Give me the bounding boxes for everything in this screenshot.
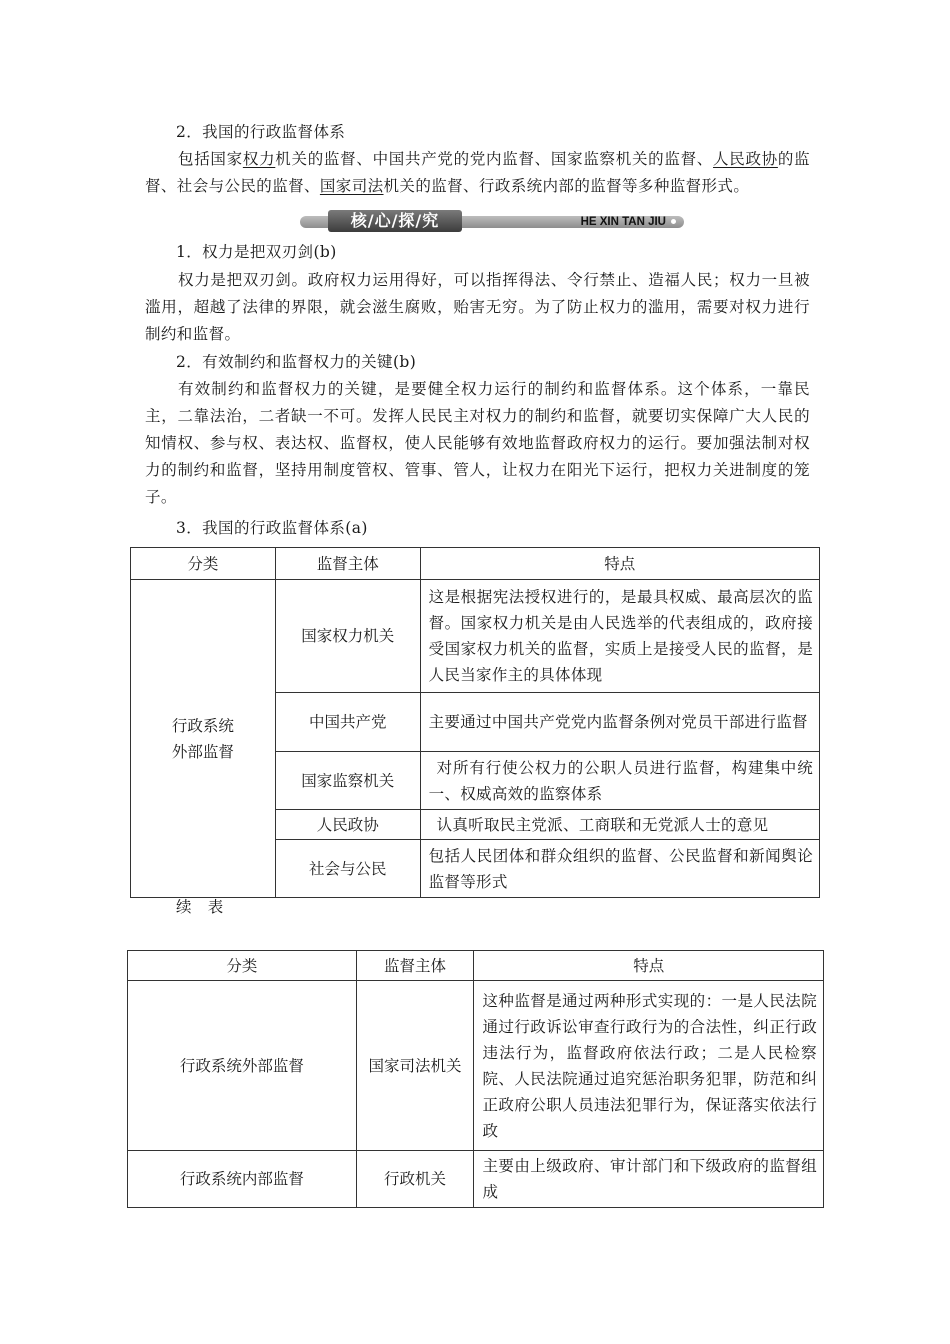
section-heading-supervision-system: 2．我国的行政监督体系 [176, 123, 346, 141]
category-cell: 行政系统外部监督 [128, 981, 357, 1151]
banner-pinyin: HE XIN TAN JIU [580, 216, 666, 228]
supervision-system-paragraph [145, 146, 810, 200]
underlined-term-cppcc: 人民政协 [713, 150, 778, 168]
column-header-category: 分类 [128, 951, 357, 981]
item2-heading: 2．有效制约和监督权力的关键(b) [176, 353, 417, 371]
core-inquiry-banner [300, 210, 684, 232]
subject-cell: 国家司法机关 [356, 981, 474, 1151]
feature-cell: 对所有行使公权力的公职人员进行监督，构建集中统一、权威高效的监察体系 [420, 752, 819, 810]
column-header-feature: 特点 [474, 951, 824, 981]
supervision-table [130, 547, 820, 898]
item1-body: 权力是把双刃剑。政府权力运用得好，可以指挥得法、令行禁止、造福人民；权力一旦被滥用，超越了法律的界限，就会滋生腐败，贻害无穷。为了防止权力的滥用，需要对权力进行制约和监督。 [145, 271, 810, 343]
table-header-row [128, 951, 824, 981]
feature-cell: 认真听取民主党派、工商联和无党派人士的意见 [420, 810, 819, 840]
table-header-row [131, 548, 820, 580]
feature-cell: 主要由上级政府、审计部门和下级政府的监督组成 [474, 1151, 824, 1208]
subject-cell: 人民政协 [275, 810, 420, 840]
continued-table-label: 续 表 [176, 898, 224, 916]
banner-dot-icon [671, 219, 676, 224]
underlined-term-power: 权力 [242, 150, 276, 168]
subject-cell: 国家权力机关 [275, 580, 420, 693]
column-header-subject: 监督主体 [275, 548, 420, 580]
category-cell: 行政系统内部监督 [128, 1151, 357, 1208]
subject-cell: 中国共产党 [275, 693, 420, 752]
category-cell [131, 580, 276, 898]
underlined-term-judicial: 国家司法 [319, 177, 384, 195]
text-run: 机关的监督、行政系统内部的监督等多种监督形式。 [383, 177, 750, 195]
subject-cell: 行政机关 [356, 1151, 474, 1208]
column-header-category: 分类 [131, 548, 276, 580]
item2-body: 有效制约和监督权力的关键，是要健全权力运行的制约和监督体系。这个体系，一靠民主，二靠法治，二者缺一不可。发挥人民民主对权力的制约和监督，就要切实保障广大人民的知情权、参与权、表达权、监督权，使人民能够有效地监督政府权力的运行。要加强法制对权力的制约和监督，坚持用制度管权、管事、管人，让权力在阳光下运行，把权力关进制度的笼子。 [145, 380, 810, 506]
text-run: 包括国家 [178, 150, 243, 168]
feature-cell: 这种监督是通过两种形式实现的：一是人民法院通过行政诉讼审查行政行为的合法性，纠正行政违法行为，监督政府依法行政；二是人民检察院、人民法院通过追究惩治职务犯罪，防范和纠正政府公职人员违法犯罪行为，保证落实依法行政 [474, 981, 824, 1151]
column-header-feature: 特点 [420, 548, 819, 580]
item1-heading: 1．权力是把双刃剑(b) [176, 243, 337, 261]
column-header-subject: 监督主体 [356, 951, 474, 981]
subject-cell: 社会与公民 [275, 840, 420, 898]
category-text: 行政系统外部监督 [171, 716, 234, 761]
table-row [131, 580, 820, 693]
feature-cell: 主要通过中国共产党党内监督条例对党员干部进行监督 [420, 693, 819, 752]
text-run: 机关的监督、中国共产党的党内监督、国家监察机关的监督、 [275, 150, 714, 168]
banner-title: 核/心/探/究 [328, 210, 462, 232]
feature-cell: 包括人民团体和群众组织的监督、公民监督和新闻舆论监督等形式 [420, 840, 819, 898]
text-run: 的监督、社会与公民的监督、 [145, 150, 810, 195]
item3-heading: 3．我国的行政监督体系(a) [176, 519, 368, 537]
table-row [128, 981, 824, 1151]
subject-cell: 国家监察机关 [275, 752, 420, 810]
table-row [128, 1151, 824, 1208]
feature-cell: 这是根据宪法授权进行的，是最具权威、最高层次的监督。国家权力机关是由人民选举的代表组成的，政府接受国家权力机关的监督，实质上是接受人民的监督，是人民当家作主的具体体现 [420, 580, 819, 693]
supervision-table-continued [127, 950, 824, 1208]
